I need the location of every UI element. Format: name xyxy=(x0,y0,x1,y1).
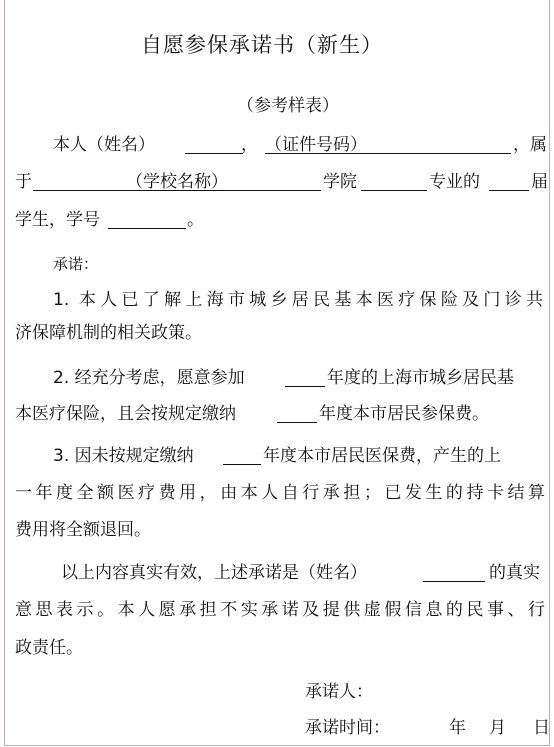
college-blank[interactable] xyxy=(361,190,427,191)
item3-line-c: 费用将全额退回。 xyxy=(15,520,151,540)
fee-year-blank[interactable] xyxy=(277,422,317,423)
item2-line-b-pre: 本医疗保险，且会按规定缴纳 xyxy=(15,404,236,424)
name-label: 本人（姓名） xyxy=(53,135,155,155)
grade-text: 届 xyxy=(531,172,548,192)
item2-line-a-post: 年度的上海市城乡居民基 xyxy=(327,368,514,388)
major-text: 专业的 xyxy=(429,172,480,192)
comma: ， xyxy=(241,135,258,155)
signer-label: 承诺人： xyxy=(305,682,373,702)
item1-line-b: 济保障机制的相关政策。 xyxy=(15,323,202,343)
year-label: 年 xyxy=(449,718,466,738)
period: 。 xyxy=(187,210,204,230)
id-number-blank[interactable] xyxy=(265,153,511,154)
item1-line-a: 1. 本人已了解上海市城乡居民基本医疗保险及门诊共 xyxy=(53,290,543,310)
item3-line-b: 一年度全额医疗费用，由本人自行承担；已发生的持卡结算 xyxy=(15,483,545,503)
closing-name-blank[interactable] xyxy=(423,581,485,582)
student-id-label: 学生，学号 xyxy=(15,210,100,230)
closing-line-a-pre: 以上内容真实有效，上述承诺是（姓名） xyxy=(61,563,367,583)
closing-line-b: 意思表示。本人愿承担不实承诺及提供虚假信息的民事、行 xyxy=(15,600,545,620)
document-subtitle: （参考样表） xyxy=(237,96,339,116)
item2-line-a-pre: 2. 经充分考虑，愿意参加 xyxy=(53,368,245,388)
name-blank[interactable] xyxy=(185,153,243,154)
major-blank[interactable] xyxy=(489,190,529,191)
student-id-blank[interactable] xyxy=(108,228,186,229)
month-label: 月 xyxy=(489,718,506,738)
closing-line-a-post: 的真实 xyxy=(489,563,540,583)
pledge-heading: 承诺： xyxy=(53,255,99,273)
college-text: 学院 xyxy=(323,172,357,192)
participation-year-blank[interactable] xyxy=(285,386,325,387)
belongs-to-text: ，属 xyxy=(513,135,547,155)
day-label: 日 xyxy=(533,718,550,738)
item3-line-a-pre: 3. 因未按规定缴纳 xyxy=(53,446,194,466)
item2-line-b-post: 年度本市居民参保费。 xyxy=(319,404,489,424)
item3-line-a-post: 年度本市居民医保费，产生的上 xyxy=(263,446,501,466)
school-name-label: （学校名称） xyxy=(126,172,228,192)
document-page xyxy=(4,0,550,746)
document-title: 自愿参保承诺书（新生） xyxy=(141,33,383,57)
closing-line-c: 政责任。 xyxy=(15,638,83,658)
yu-text: 于 xyxy=(15,172,32,192)
id-number-label: （证件号码） xyxy=(265,135,367,155)
pledge-time-label: 承诺时间： xyxy=(305,718,390,738)
unpaid-year-blank[interactable] xyxy=(223,464,261,465)
